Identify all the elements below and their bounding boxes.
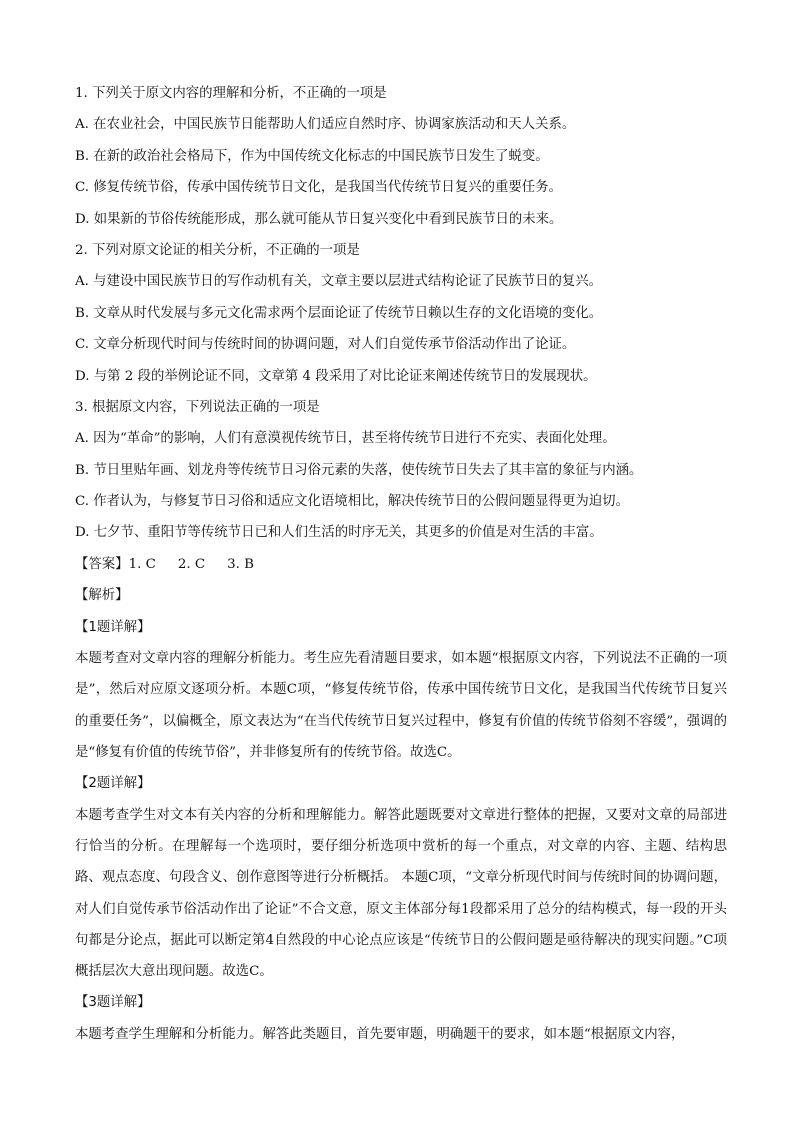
detail-1-heading: 【1题详解】 xyxy=(75,619,151,635)
question-2-option-d: D. 与第 2 段的举例论证不同，文章第 4 段采用了对比论证来阐述传统节日的发展现状。 xyxy=(75,368,597,384)
question-3-option-b: B. 节日里贴年画、划龙舟等传统节日习俗元素的失落，使传统节日失去了其丰富的象征与内涵。 xyxy=(75,462,643,478)
question-3-option-c: C. 作者认为，与修复节日习俗和适应文化语境相比，解决传统节日的公假问题显得更为迫切。 xyxy=(75,494,629,510)
question-1-option-c: C. 修复传统节俗，传承中国传统节日文化，是我国当代传统节日复兴的重要任务。 xyxy=(75,180,562,196)
answer-item-2: 2. C xyxy=(177,556,206,572)
detail-3-text: 本题考查学生理解和分析能力。解答此类题目，首先要审题，明确题干的要求，如本题“根据原文内容， xyxy=(75,1026,685,1042)
question-1-stem: 1. 下列关于原文内容的理解和分析，不正确的一项是 xyxy=(75,86,387,101)
question-3-stem: 3. 根据原文内容，下列说法正确的一项是 xyxy=(75,399,320,415)
question-1-option-b: B. 在新的政治社会格局下，作为中国传统文化标志的中国民族节日发生了蜕变。 xyxy=(75,148,549,164)
answer-label: 【答案】 xyxy=(75,556,129,572)
detail-2-heading: 【2题详解】 xyxy=(75,776,151,792)
question-1-option-d: D. 如果新的节俗传统能形成，那么就可能从节日复兴变化中看到民族节日的未来。 xyxy=(75,211,563,227)
detail-3-heading: 【3题详解】 xyxy=(75,995,151,1011)
question-3-option-a: A. 因为“革命”的影响，人们有意漠视传统节日，甚至将传统节日进行不充实、表面化处理。 xyxy=(75,431,616,447)
detail-1-text: 本题考查对文章内容的理解分析能力。考生应先看清题目要求，如本题“根据原文内容，下列说法不正确的一项是”，然后对应原文逐项分析。本题C项，“修复传统节俗，传承中国传统节日文化，是我国当代传统节日复兴的重要任务”，以偏概全，原文表达为“在当代传统节日复兴过程中，修复有价值的传统节俗刻不容缓”，强调的是“修复有价值的传统节俗”，并非修复所有的传统节俗。故选C。 xyxy=(75,651,727,760)
analysis-label: 【解析】 xyxy=(75,588,129,604)
question-3-option-d: D. 七夕节、重阳节等传统节日已和人们生活的时序无关，其更多的价值是对生活的丰富。 xyxy=(75,525,603,541)
question-2-stem: 2. 下列对原文论证的相关分析，不正确的一项是 xyxy=(75,242,360,258)
answer-item-3: 3. B xyxy=(227,556,254,572)
answer-item-1: 1. C xyxy=(128,556,156,572)
question-2-option-c: C. 文章分析现代时间与传统时间的协调问题，对人们自觉传承节俗活动作出了论证。 xyxy=(75,337,576,353)
detail-2-text: 本题考查学生对文本有关内容的分析和理解能力。解答此题既要对文章进行整体的把握，又要对文章的局部进行恰当的分析。在理解每一个选项时，要仔细分析选项中赏析的每一个重点，对文章的内容、主题、结构思路、观点态度、句段含义、创作意图等进行分析概括。 本题C项，“文章分析现代时间与传统时间的协调问题，对人们自觉传承节俗活动作出了论证”不合文意，原文主体部分每1段都采用了总分的结构模式，每一段的开头句都是分论点，据此可以断定第4自然段的中心论点应该是“传统节日的公假问题是亟待解决的现实问题。”C项概括层次大意出现问题。故选C。 xyxy=(75,807,727,980)
answer-row xyxy=(75,549,727,580)
question-2-option-a: A. 与建设中国民族节日的写作动机有关，文章主要以层进式结构论证了民族节日的复兴。 xyxy=(75,274,603,290)
document-page xyxy=(75,78,727,1050)
question-2-option-b: B. 文章从时代发展与多元文化需求两个层面论证了传统节日赖以生存的文化语境的变化。 xyxy=(75,305,603,321)
question-1-option-a: A. 在农业社会，中国民族节日能帮助人们适应自然时序、协调家族活动和天人关系。 xyxy=(75,117,576,133)
